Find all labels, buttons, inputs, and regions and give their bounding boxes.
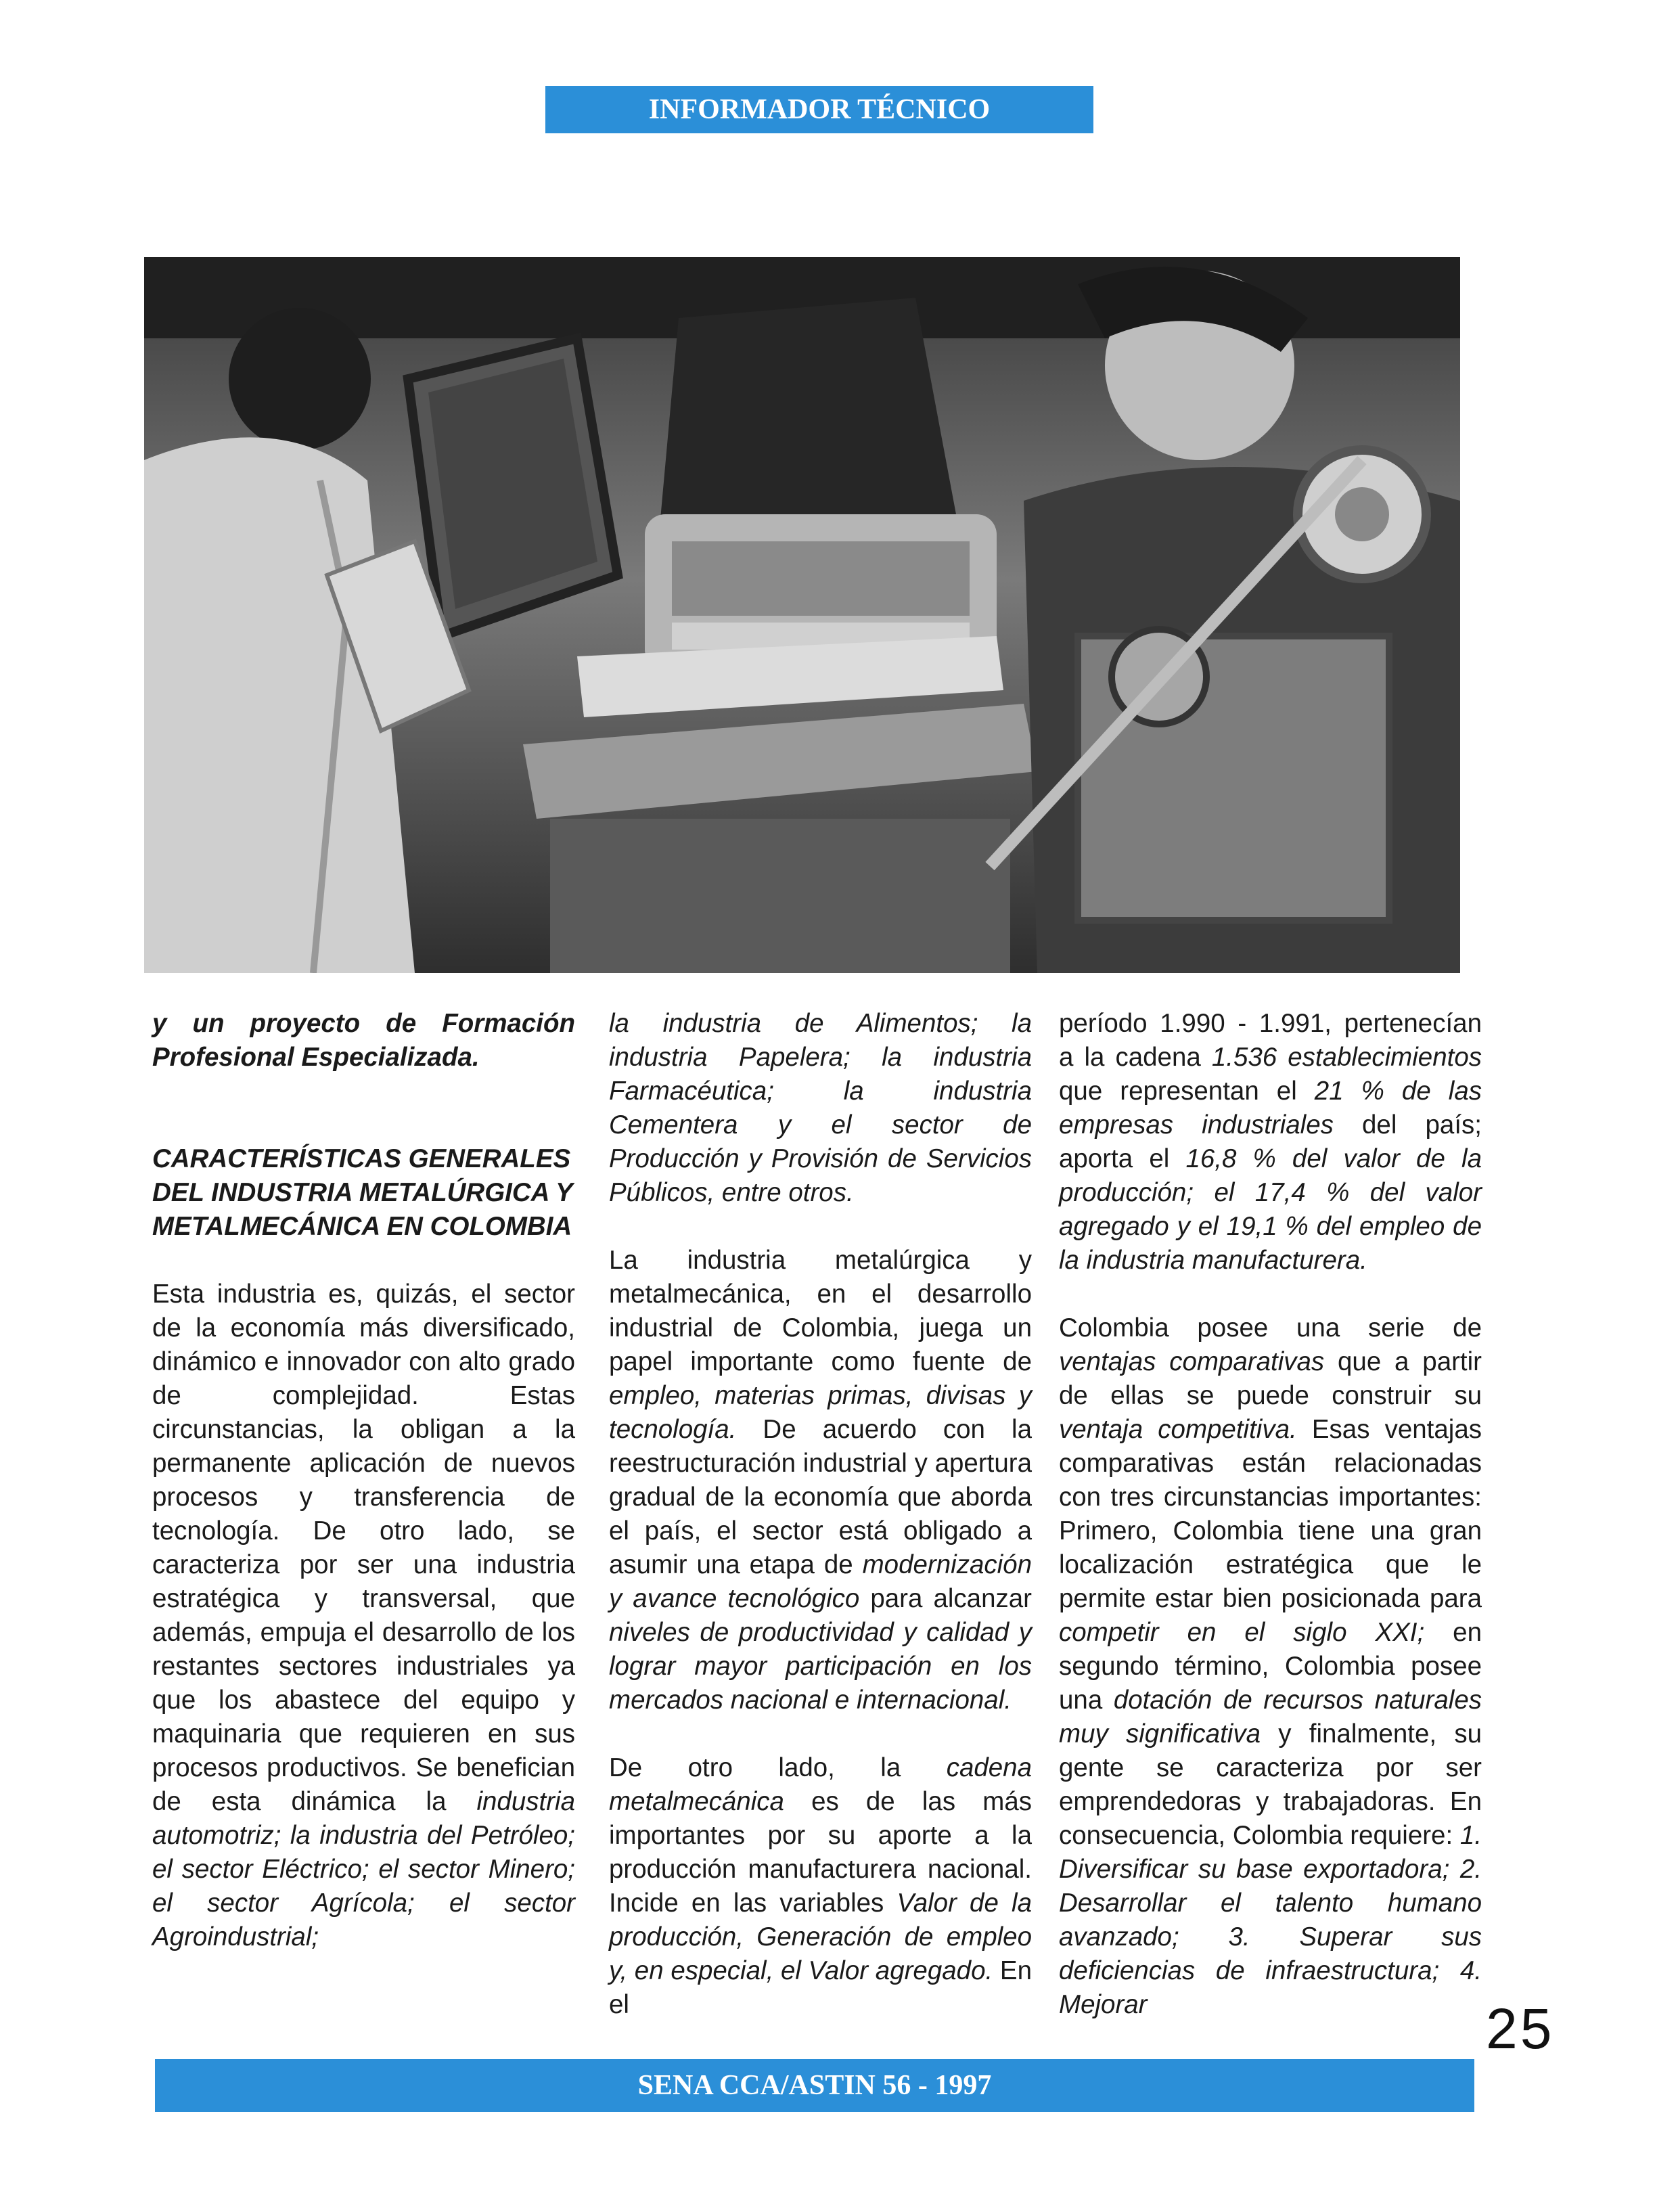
text-run-italic: dotación de recursos naturales muy significativa: [1059, 1686, 1482, 1748]
text-run-italic: modernización y avance tecnológico: [609, 1550, 1032, 1613]
text-run-italic: 1.536 establecimientos: [1211, 1043, 1482, 1072]
column-3: [1059, 1007, 1482, 2022]
paragraph: [609, 1751, 1032, 2022]
section-heading: CARACTERÍSTICAS GENERALES DEL INDUSTRIA METALÚRGICA Y METALMECÁNICA EN COLOMBIA: [152, 1144, 573, 1241]
text-run: La industria metalúrgica y metalmecánica, en el desarrollo industrial de Colombia, juega un papel importante como fuente de: [609, 1246, 1032, 1376]
text-run: es de las más importantes por su aporte a la producción manufacturera nacional. Incide en las variables: [609, 1787, 1032, 1918]
paragraph: [152, 1007, 575, 1075]
footer-citation: SENA CCA/ASTIN 56 - 1997: [155, 2059, 1474, 2112]
section-title: INFORMADOR TÉCNICO: [545, 86, 1093, 133]
factory-photo: [144, 257, 1460, 973]
text-run: De acuerdo con la reestructuración industrial y apertura gradual de la economía que aborda el país, el sector está obligado a asumir una etapa de: [609, 1415, 1032, 1579]
text-run: que representan el: [1059, 1077, 1315, 1106]
text-run: que a partir de ellas se puede construir su: [1059, 1347, 1482, 1410]
text-run: De otro lado, la: [609, 1753, 947, 1782]
text-run-italic: competir en el siglo XXI;: [1059, 1618, 1425, 1647]
paragraph: [609, 1244, 1032, 1717]
text-run-italic: ventaja competitiva.: [1059, 1415, 1297, 1444]
text-run-italic: cadena metalmecánica: [609, 1753, 1032, 1816]
text-run: y finalmente, su gente se caracteriza por ser emprendedoras y trabajadoras. En consecuencia, Colombia requiere:: [1059, 1719, 1482, 1850]
paragraph: [609, 1007, 1032, 1210]
paragraph: [1059, 1311, 1482, 2022]
text-run-italic: 16,8 % del valor de la producción; el 17,4 % del valor agregado y el 19,1 % del empleo de la industria manufacturera.: [1059, 1144, 1482, 1275]
text-run: período 1.990 - 1.991, pertenecían a la cadena: [1059, 1009, 1482, 1072]
text-run-italic: 21 % de las empresas industriales: [1059, 1077, 1482, 1139]
text-run-italic: niveles de productividad y calidad y lograr mayor participación en los mercados nacional e internacional.: [609, 1618, 1032, 1715]
text-run: en segundo término, Colombia posee una: [1059, 1618, 1482, 1715]
intro-text: y un proyecto de Formación Profesional Especializada.: [152, 1009, 575, 1072]
page-number: 25: [1486, 1997, 1555, 2060]
text-run: Colombia posee una serie de: [1059, 1313, 1482, 1342]
text-run-italic: Valor de la producción, Generación de empleo y, en especial, el Valor agregado.: [609, 1889, 1032, 1985]
text-run: Esta industria es, quizás, el sector de la economía más diversificado, dinámico e innovador con alto grado de complejidad. Estas circunstancias, la obligan a la permanente aplicación de nuevos procesos y transferencia de tecnología. De otro lado, se caracteriza por ser una industria estratégica y transversal, que además, empuja el desarrollo de los restantes sectores industriales ya que los abastece del equipo y maquinaria que requieren en sus procesos productivos. Se benefician de esta dinámica la: [152, 1280, 575, 1816]
text-run: para alcanzar: [859, 1584, 1032, 1613]
column-2: [609, 1007, 1032, 2022]
text-run-italic: la industria de Alimentos; la industria Papelera; la industria Farmacéutica; la industria Cementera y el sector de Producción y Provisión de Servicios Públicos, entre otros.: [609, 1009, 1032, 1207]
column-1: [152, 1007, 575, 1954]
text-run-italic: 1. Diversificar su base exportadora; 2. Desarrollar el talento humano avanzado; 3. Superar sus deficiencias de infraestructura; 4. Mejorar: [1059, 1821, 1482, 2019]
text-run: Esas ventajas comparativas están relacionadas con tres circunstancias importantes: Primero, Colombia tiene una gran localización estratégica que le permite estar bien posicionada para: [1059, 1415, 1482, 1613]
factory-photo-icon: [144, 257, 1460, 973]
text-run: del país; aporta el: [1059, 1110, 1482, 1173]
text-run-italic: industria automotriz; la industria del Petróleo; el sector Eléctrico; el sector Minero; el sector Agrícola; el sector Agroindustrial;: [152, 1787, 575, 1951]
text-run-italic: empleo, materias primas, divisas y tecnología.: [609, 1381, 1032, 1444]
text-run: En el: [609, 1956, 1032, 2019]
paragraph: [152, 1278, 575, 1954]
text-run-italic: ventajas comparativas: [1059, 1347, 1325, 1376]
paragraph: [1059, 1007, 1482, 1278]
